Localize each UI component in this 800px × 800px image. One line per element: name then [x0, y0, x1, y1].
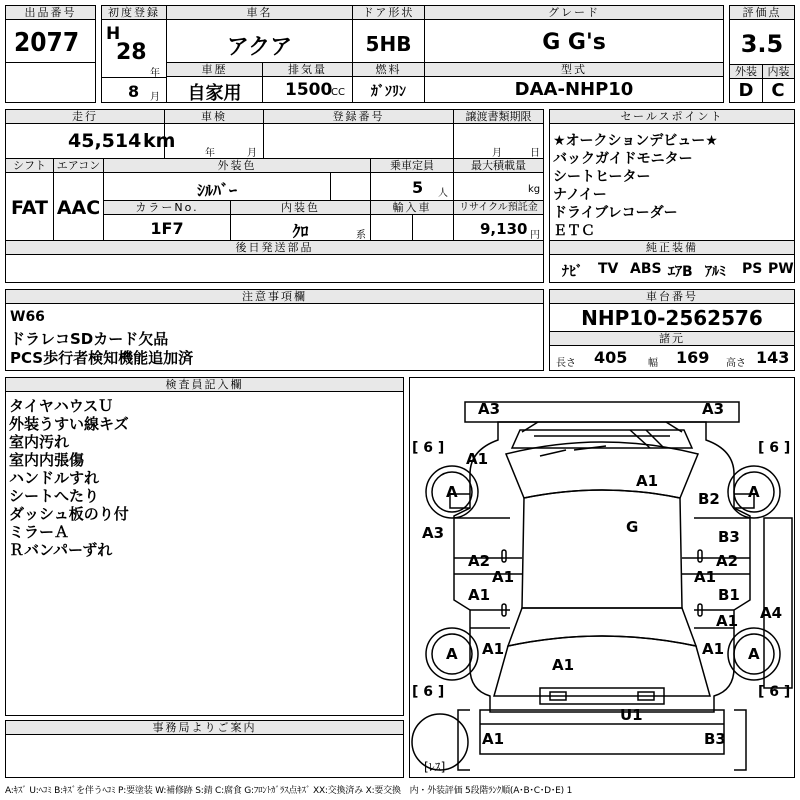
tire-six: [ 6 ]	[412, 684, 445, 700]
office-label: 事務局よりご案内	[6, 721, 403, 735]
selling-point: シートヒーター	[553, 169, 651, 185]
year-unit: 年	[150, 68, 160, 79]
width: 169	[676, 348, 710, 367]
mileage: 45,514	[68, 130, 142, 152]
diag-mark: A1	[702, 640, 725, 658]
selling-point: ★オークションデビュー★	[553, 133, 718, 149]
first-reg-label: 初度登録	[102, 6, 166, 20]
spare-label: [ﾚｽ]	[424, 760, 446, 774]
lot-no-label: 出品番号	[6, 6, 95, 20]
ac-label: エアコン	[54, 159, 103, 173]
door: 5HB	[365, 32, 412, 56]
body-outline	[454, 422, 750, 712]
note-line: PCS歩行者検知機能追加済	[10, 349, 194, 367]
type-label: 型式	[425, 63, 723, 77]
selling-point: ナノイー	[553, 187, 607, 203]
tire-mark: A	[446, 483, 458, 501]
chassis-no: NHP10-2562576	[581, 306, 763, 330]
note-line: ドラレコSDカード欠品	[10, 330, 169, 348]
ext-color: ｼﾙﾊﾞｰ	[196, 181, 237, 200]
equip-abs: ABS	[630, 261, 662, 277]
grade-box	[424, 5, 724, 63]
diag-mark: A2	[716, 552, 739, 570]
model-label: 車名	[167, 6, 352, 20]
type: DAA-NHP10	[514, 79, 634, 100]
int-color-label: 内装色	[231, 201, 370, 215]
inspector-line: 室内汚れ	[9, 433, 70, 451]
inspector-line: ミラーＡ	[9, 523, 70, 541]
type-box	[424, 62, 724, 103]
fuel-box	[352, 62, 425, 103]
model: アクア	[226, 35, 293, 60]
int-label: 内装	[762, 65, 794, 79]
height-label: 高さ	[726, 358, 746, 369]
equip-tv: TV	[598, 261, 619, 277]
score-box	[729, 5, 795, 103]
diag-mark: A1	[468, 586, 491, 604]
diag-mark: A1	[694, 568, 717, 586]
recycle: 9,130	[480, 220, 528, 238]
diag-mark: A3	[422, 524, 445, 542]
capacity-label: 乗車定員	[371, 159, 453, 173]
later-parts-label: 後日発送部品	[6, 241, 543, 255]
selling-points-label: セールスポイント	[550, 110, 794, 124]
door-box	[352, 5, 425, 63]
length: 405	[594, 348, 628, 367]
tire-mark: A	[748, 645, 760, 663]
inspector-line: Ｒバンパーずれ	[9, 541, 113, 559]
history-box	[166, 62, 263, 103]
equip-airbag: ｴｱB	[668, 264, 693, 280]
diag-mark: B2	[698, 490, 720, 508]
diag-mark: A3	[478, 400, 501, 418]
equip-navi: ﾅﾋﾞ	[562, 264, 583, 280]
tire-six: [ 6 ]	[412, 440, 445, 456]
inspector-line: ダッシュ板のり付	[9, 505, 129, 523]
ext-label: 外装	[730, 65, 762, 79]
inspector-line: シートへたり	[9, 487, 100, 505]
reg-no-label: 登録番号	[264, 110, 453, 124]
notes-box	[5, 289, 544, 371]
int-color: ｸﾛ	[292, 222, 309, 241]
rear-bumper	[480, 710, 724, 754]
lot-no-box	[5, 5, 96, 103]
displacement-label: 排気量	[263, 63, 352, 77]
diag-mark-a1-rear: A1	[482, 730, 505, 748]
diag-mark: A1	[482, 640, 505, 658]
car-diagram	[409, 377, 795, 778]
diag-mark: A2	[468, 552, 491, 570]
mileage-unit: km	[143, 130, 176, 152]
shift: FAT	[11, 197, 48, 219]
notes-label: 注意事項欄	[6, 290, 543, 304]
history: 自家用	[187, 83, 242, 104]
capacity: 5	[412, 178, 424, 197]
recycle-label: リサイクル預託金	[454, 201, 543, 215]
color-no-label: カラーNo.	[104, 201, 230, 215]
diag-mark: A1	[716, 612, 739, 630]
int-color-unit: 系	[356, 230, 366, 241]
first-reg-box	[101, 5, 167, 103]
shift-label: シフト	[6, 159, 53, 173]
diag-mark: A1	[492, 568, 515, 586]
note-line: W66	[10, 309, 45, 325]
fuel-label: 燃料	[353, 63, 424, 77]
grade-label: グレード	[425, 6, 723, 20]
lot-no: 2077	[14, 28, 80, 58]
equipment-label: 純正装備	[550, 241, 794, 255]
model-box	[166, 5, 353, 63]
equipment-box	[549, 240, 795, 283]
recycle-unit: 円	[530, 230, 540, 241]
later-parts-box	[5, 240, 544, 283]
office-box	[5, 720, 404, 778]
transfer-month-unit: 月	[492, 148, 502, 159]
length-label: 長さ	[556, 358, 576, 369]
chassis-box	[549, 289, 795, 371]
selling-point: ＥＴＣ	[553, 223, 595, 239]
ext-color-label: 外装色	[104, 159, 370, 173]
inspector-line: タイヤハウスＵ	[9, 397, 114, 415]
mileage-box	[5, 109, 176, 159]
ac: AAC	[56, 197, 101, 219]
car-diagram-svg	[410, 378, 794, 777]
diag-mark: A3	[702, 400, 725, 418]
capacity-unit: 人	[438, 188, 448, 199]
diag-mark: U1	[620, 706, 643, 724]
reg-year: 28	[116, 40, 147, 65]
equip-alloy: ｱﾙﾐ	[705, 264, 726, 280]
inspection-box	[164, 109, 264, 159]
load-unit: kg	[528, 184, 541, 195]
diag-mark: A1	[552, 656, 575, 674]
equip-ps: PS	[742, 261, 763, 277]
legend: A:ｷｽﾞ U:ﾍｺﾐ B:ｷｽﾞを伴うﾍｺﾐ P:要塗装 W:補修跡 S:錆 C:腐食 G:ﾌﾛﾝﾄｶﾞﾗｽ点ｷｽﾞ XX:交換済み X:要交換 内・外装評価 5段階ﾗﾝｸ順(A･B･C･D･E) 1	[5, 786, 573, 796]
tire-mark: A	[748, 483, 760, 501]
diag-mark: A1	[466, 450, 489, 468]
tire-six: [ 6 ]	[758, 440, 791, 456]
diag-mark: A1	[636, 472, 659, 490]
diag-mark: B3	[718, 528, 740, 546]
selling-point: バックガイドモニター	[553, 151, 693, 167]
dims-label: 諸元	[550, 332, 794, 346]
inspector-line: ハンドルすれ	[9, 469, 100, 487]
displacement: 1500	[285, 80, 333, 100]
insp-year-unit: 年	[205, 148, 215, 159]
import-label: 輸入車	[371, 201, 453, 215]
score: 3.5	[740, 30, 784, 58]
displacement-box	[262, 62, 353, 103]
roof	[522, 490, 682, 608]
diag-mark: B3	[704, 730, 726, 748]
month-unit: 月	[150, 92, 160, 103]
reg-month: 8	[128, 82, 140, 101]
fuel: ｶﾞｿﾘﾝ	[371, 84, 406, 100]
front-bumper	[465, 402, 739, 422]
inspection-label: 車検	[165, 110, 263, 124]
equip-pw: PW	[768, 261, 794, 277]
door-label: ドア形状	[353, 6, 424, 20]
transfer-label: 譲渡書類期限	[454, 110, 543, 124]
int-grade: C	[771, 80, 785, 101]
history-label: 車歴	[167, 63, 262, 77]
tailgate	[494, 636, 710, 696]
hood	[512, 430, 692, 448]
diag-mark: G	[626, 518, 639, 536]
diag-mark: B1	[718, 586, 740, 604]
width-label: 幅	[648, 358, 658, 369]
diag-mark: A4	[760, 604, 783, 622]
transfer-box	[453, 109, 544, 159]
tire-mark: A	[446, 645, 458, 663]
tire-six: [ 6 ]	[758, 684, 791, 700]
load-label: 最大積載量	[454, 159, 543, 173]
height: 143	[756, 348, 790, 367]
transfer-day-unit: 日	[530, 148, 540, 159]
inspector-line: 外装うすい線キズ	[9, 415, 129, 433]
inspector-label: 検査員記入欄	[6, 378, 403, 392]
mileage-label: 走行	[6, 110, 164, 124]
inspector-box	[5, 377, 404, 716]
score-label: 評価点	[730, 6, 794, 20]
era: H	[106, 24, 121, 44]
insp-month-unit: 月	[247, 148, 257, 159]
ext-grade: D	[738, 80, 754, 101]
color-no: 1F7	[150, 219, 184, 238]
cc-unit: CC	[331, 87, 345, 98]
inspector-line: 室内内張傷	[9, 451, 85, 469]
chassis-label: 車台番号	[550, 290, 794, 304]
reg-no-box	[263, 109, 454, 159]
selling-points-box	[549, 109, 795, 241]
selling-point: ドライブレコーダー	[553, 205, 678, 221]
grade: G G's	[542, 30, 606, 55]
